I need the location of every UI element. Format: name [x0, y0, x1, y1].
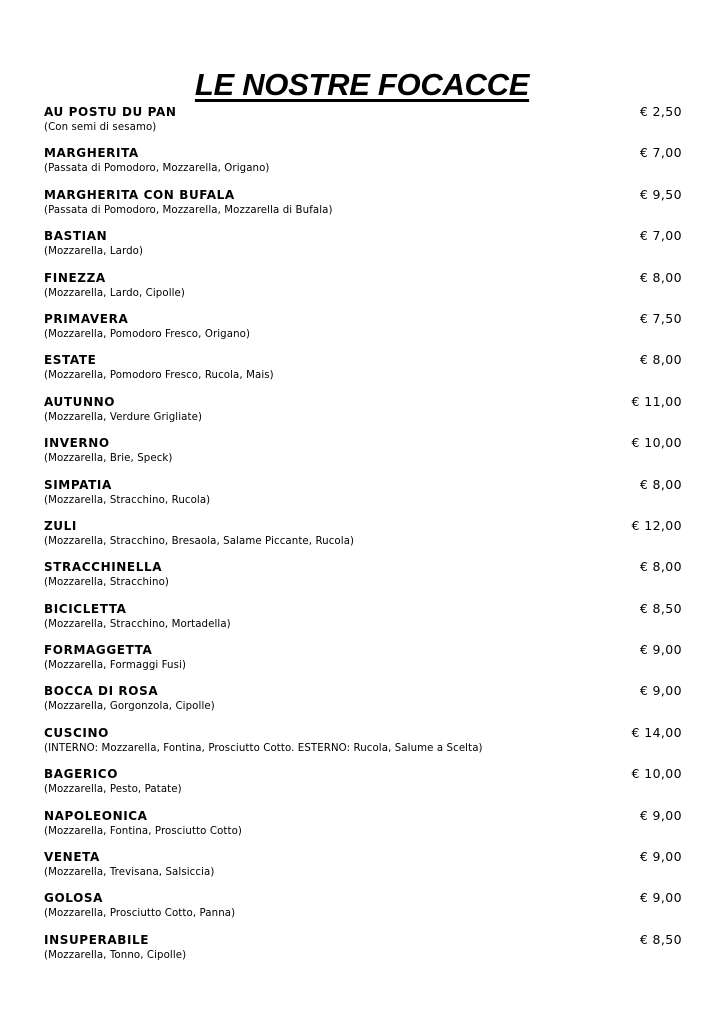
menu-item: [44, 890, 684, 931]
item-description: (Passata di Pomodoro, Mozzarella, Origano): [44, 163, 270, 175]
item-price: € 14,00: [631, 724, 682, 740]
menu-item: [44, 559, 684, 600]
item-description: (Mozzarella, Stracchino, Mortadella): [44, 618, 231, 630]
menu-item: [44, 642, 684, 683]
item-description: (Mozzarella, Lardo): [44, 246, 144, 258]
item-name: AU POSTU DU PAN: [44, 105, 177, 119]
item-name: ZULI: [44, 518, 77, 533]
item-description: (Mozzarella, Verdure Grigliate): [44, 411, 203, 423]
item-name: BOCCA DI ROSA: [44, 684, 159, 699]
item-price: € 8,00: [639, 559, 682, 575]
menu-item: [44, 104, 684, 145]
item-description: (Mozzarella, Brie, Speck): [44, 453, 173, 465]
item-name: AUTUNNO: [44, 394, 116, 409]
item-description: (Mozzarella, Stracchino, Bresaola, Salame Piccante, Rucola): [44, 535, 355, 547]
item-name: MARGHERITA: [44, 146, 139, 161]
menu-item: [44, 601, 684, 642]
item-price: € 7,50: [639, 310, 682, 326]
item-price: € 8,00: [639, 269, 682, 285]
item-description: (Mozzarella, Trevisana, Salsiccia): [44, 867, 215, 879]
item-description: (Mozzarella, Stracchino, Rucola): [44, 494, 211, 506]
item-description: (Mozzarella, Tonno, Cipolle): [44, 949, 187, 961]
item-description: (Mozzarella, Pesto, Patate): [44, 784, 182, 796]
menu-item: [44, 808, 684, 849]
menu-item: [44, 518, 684, 559]
item-price: € 8,00: [639, 476, 682, 492]
item-price: € 7,00: [639, 228, 682, 244]
item-name: VENETA: [44, 850, 100, 865]
item-name: BICICLETTA: [44, 601, 127, 616]
item-description: (Mozzarella, Lardo, Cipolle): [44, 287, 185, 299]
menu-item: [44, 187, 684, 228]
menu-item: [44, 725, 684, 766]
menu-item: [44, 766, 684, 807]
item-price: € 9,00: [639, 849, 682, 865]
menu-item: [44, 435, 684, 476]
item-price: € 8,50: [639, 600, 682, 616]
item-description: (Mozzarella, Stracchino): [44, 577, 169, 589]
item-name: SIMPATIA: [44, 477, 112, 492]
menu-item: [44, 228, 684, 269]
menu-item: [44, 311, 684, 352]
item-price: € 9,50: [639, 186, 682, 202]
item-description: (Mozzarella, Fontina, Prosciutto Cotto): [44, 825, 242, 837]
item-price: € 10,00: [631, 766, 682, 782]
item-price: € 7,00: [639, 145, 682, 161]
item-name: INVERNO: [44, 436, 110, 451]
item-description: (INTERNO: Mozzarella, Fontina, Prosciutto Cotto. ESTERNO: Rucola, Salume a Scelta): [44, 742, 483, 754]
item-name: ESTATE: [44, 353, 97, 368]
item-name: INSUPERABILE: [44, 932, 150, 947]
item-price: € 9,00: [639, 807, 682, 823]
item-description: (Passata di Pomodoro, Mozzarella, Mozzarella di Bufala): [44, 204, 333, 216]
menu-list: [44, 104, 684, 973]
item-description: (Mozzarella, Formaggi Fusi): [44, 660, 187, 672]
item-price: € 2,50: [639, 104, 682, 119]
item-description: (Mozzarella, Pomodoro Fresco, Origano): [44, 328, 251, 340]
menu-item: [44, 145, 684, 186]
item-name: CUSCINO: [44, 725, 109, 740]
menu-item: [44, 394, 684, 435]
item-price: € 12,00: [631, 517, 682, 533]
item-name: BAGERICO: [44, 767, 118, 782]
item-description: (Mozzarella, Prosciutto Cotto, Panna): [44, 908, 236, 920]
item-price: € 11,00: [631, 393, 682, 409]
item-name: NAPOLEONICA: [44, 808, 148, 823]
menu-item: [44, 683, 684, 724]
item-price: € 9,00: [639, 683, 682, 699]
menu-item: [44, 477, 684, 518]
item-name: GOLOSA: [44, 891, 104, 906]
item-price: € 9,00: [639, 642, 682, 658]
item-price: € 8,00: [639, 352, 682, 368]
page-title: LE NOSTRE FOCACCE: [194, 66, 530, 102]
item-name: MARGHERITA CON BUFALA: [44, 187, 235, 202]
menu-item: [44, 352, 684, 393]
item-name: BASTIAN: [44, 229, 108, 244]
item-price: € 10,00: [631, 435, 682, 451]
item-description: (Mozzarella, Gorgonzola, Cipolle): [44, 701, 215, 713]
menu-item: [44, 849, 684, 890]
menu-item: [44, 932, 684, 973]
item-name: PRIMAVERA: [44, 311, 129, 326]
item-name: FORMAGGETTA: [44, 643, 153, 658]
item-price: € 9,00: [639, 890, 682, 906]
item-description: (Mozzarella, Pomodoro Fresco, Rucola, Mais): [44, 370, 274, 382]
item-price: € 8,50: [639, 931, 682, 947]
item-description: (Con semi di sesamo): [44, 122, 157, 133]
item-name: FINEZZA: [44, 270, 106, 285]
menu-item: [44, 270, 684, 311]
item-name: STRACCHINELLA: [44, 560, 163, 575]
